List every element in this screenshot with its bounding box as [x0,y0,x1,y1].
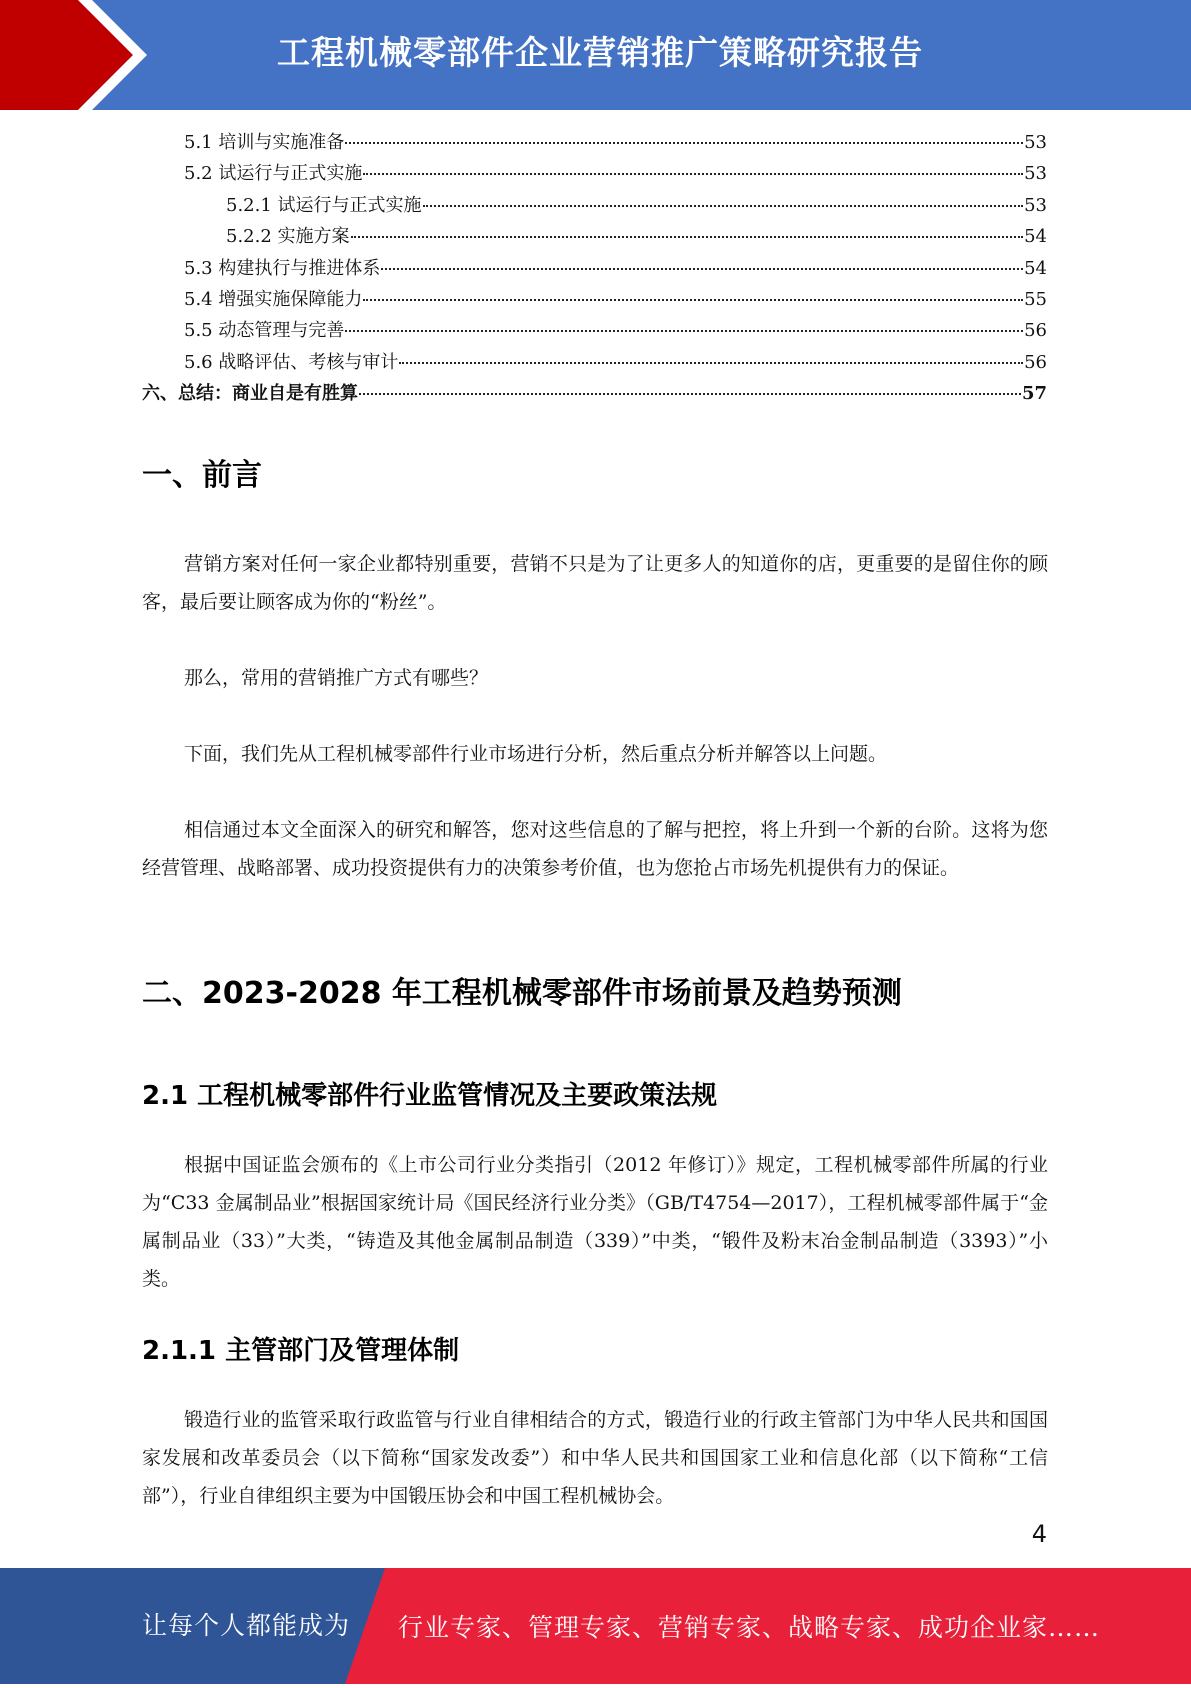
paragraph: 那么，常用的营销推广方式有哪些？ [184,667,489,689]
toc-leader-dots [359,393,1021,395]
footer-slogan-left: 让每个人都能成为 [142,1611,351,1640]
table-of-contents [142,128,1047,411]
toc-leader-dots [399,362,1023,364]
toc-leader-dots [381,268,1023,270]
toc-entry-label: 5.6 战略评估、考核与审计 [184,351,399,373]
toc-entry[interactable] [142,222,1047,253]
toc-entry[interactable] [142,191,1047,222]
footer-band [0,1568,1191,1684]
toc-entry[interactable] [142,348,1047,379]
toc-entry-page: 55 [1024,288,1047,310]
section-heading-market-outlook: 二、2023-2028 年工程机械零部件市场前景及趋势预测 [142,976,902,1011]
toc-entry[interactable] [142,379,1047,410]
toc-entry-page: 54 [1024,257,1047,279]
toc-entry-label: 六、总结：商业自是有胜算 [142,383,358,405]
toc-entry-label: 5.4 增强实施保障能力 [184,288,363,310]
toc-leader-dots [345,142,1023,144]
section-heading-preface: 一、前言 [142,458,262,493]
paragraph: 根据中国证监会颁布的《上市公司行业分类指引（2012 年修订）》规定，工程机械零部件所属的行业为“C33 金属制品业”根据国家统计局《国民经济行业分类》（GB/T4754—2017），工程机械零部件属于“金属制品业（33）”大类，“铸造及其他金属制品制造（339）”中类，“锻件及粉末冶金制品制造（3393）”小类。 [142,1154,1048,1290]
header-arrow-decoration [0,0,150,110]
toc-entry-page: 57 [1021,383,1047,405]
toc-entry-label: 5.2 试运行与正式实施 [184,163,363,185]
toc-entry-page: 56 [1024,351,1047,373]
subsection-heading-authorities: 2.1.1 主管部门及管理体制 [142,1336,460,1366]
toc-entry-page: 54 [1024,226,1047,248]
toc-entry[interactable] [142,128,1047,159]
toc-entry[interactable] [142,316,1047,347]
footer-slogan-right: 行业专家、管理专家、营销专家、战略专家、成功企业家…… [398,1613,1101,1642]
header-band [0,0,1191,110]
toc-leader-dots [363,299,1023,301]
paragraph: 下面，我们先从工程机械零部件行业市场进行分析，然后重点分析并解答以上问题。 [184,743,888,765]
paragraph: 锻造行业的监管采取行政监管与行业自律相结合的方式，锻造行业的行政主管部门为中华人民共和国国家发展和改革委员会（以下简称“国家发改委”）和中华人民共和国国家工业和信息化部（以下简称“工信部”），行业自律组织主要为中国锻压协会和中国工程机械协会。 [142,1409,1048,1507]
toc-entry-label: 5.5 动态管理与完善 [184,320,345,342]
toc-entry[interactable] [142,254,1047,285]
toc-entry-page: 53 [1024,132,1047,153]
toc-entry-page: 56 [1024,320,1047,342]
paragraph: 相信通过本文全面深入的研究和解答，您对这些信息的了解与把控，将上升到一个新的台阶。这将为您经营管理、战略部署、成功投资提供有力的决策参考价值，也为您抢占市场先机提供有力的保证。 [142,819,1048,879]
toc-leader-dots [351,236,1024,238]
toc-entry-label: 5.2.1 试运行与正式实施 [226,194,422,216]
toc-entry[interactable] [142,159,1047,190]
toc-entry-page: 53 [1024,194,1047,216]
toc-leader-dots [423,205,1024,207]
toc-leader-dots [345,330,1023,332]
subsection-heading-regulation: 2.1 工程机械零部件行业监管情况及主要政策法规 [142,1081,718,1111]
toc-entry-label: 5.2.2 实施方案 [226,226,350,248]
toc-entry-label: 5.3 构建执行与推进体系 [184,257,381,279]
toc-entry-page: 53 [1024,163,1047,185]
toc-leader-dots [363,173,1023,175]
paragraph: 营销方案对任何一家企业都特别重要，营销不只是为了让更多人的知道你的店，更重要的是留住你的顾客，最后要让顾客成为你的“粉丝”。 [142,553,1048,613]
page-number: 4 [1031,1520,1047,1548]
toc-entry[interactable] [142,285,1047,316]
toc-entry-label: 5.1 培训与实施准备 [184,132,345,153]
report-title: 工程机械零部件企业营销推广策略研究报告 [277,33,923,72]
